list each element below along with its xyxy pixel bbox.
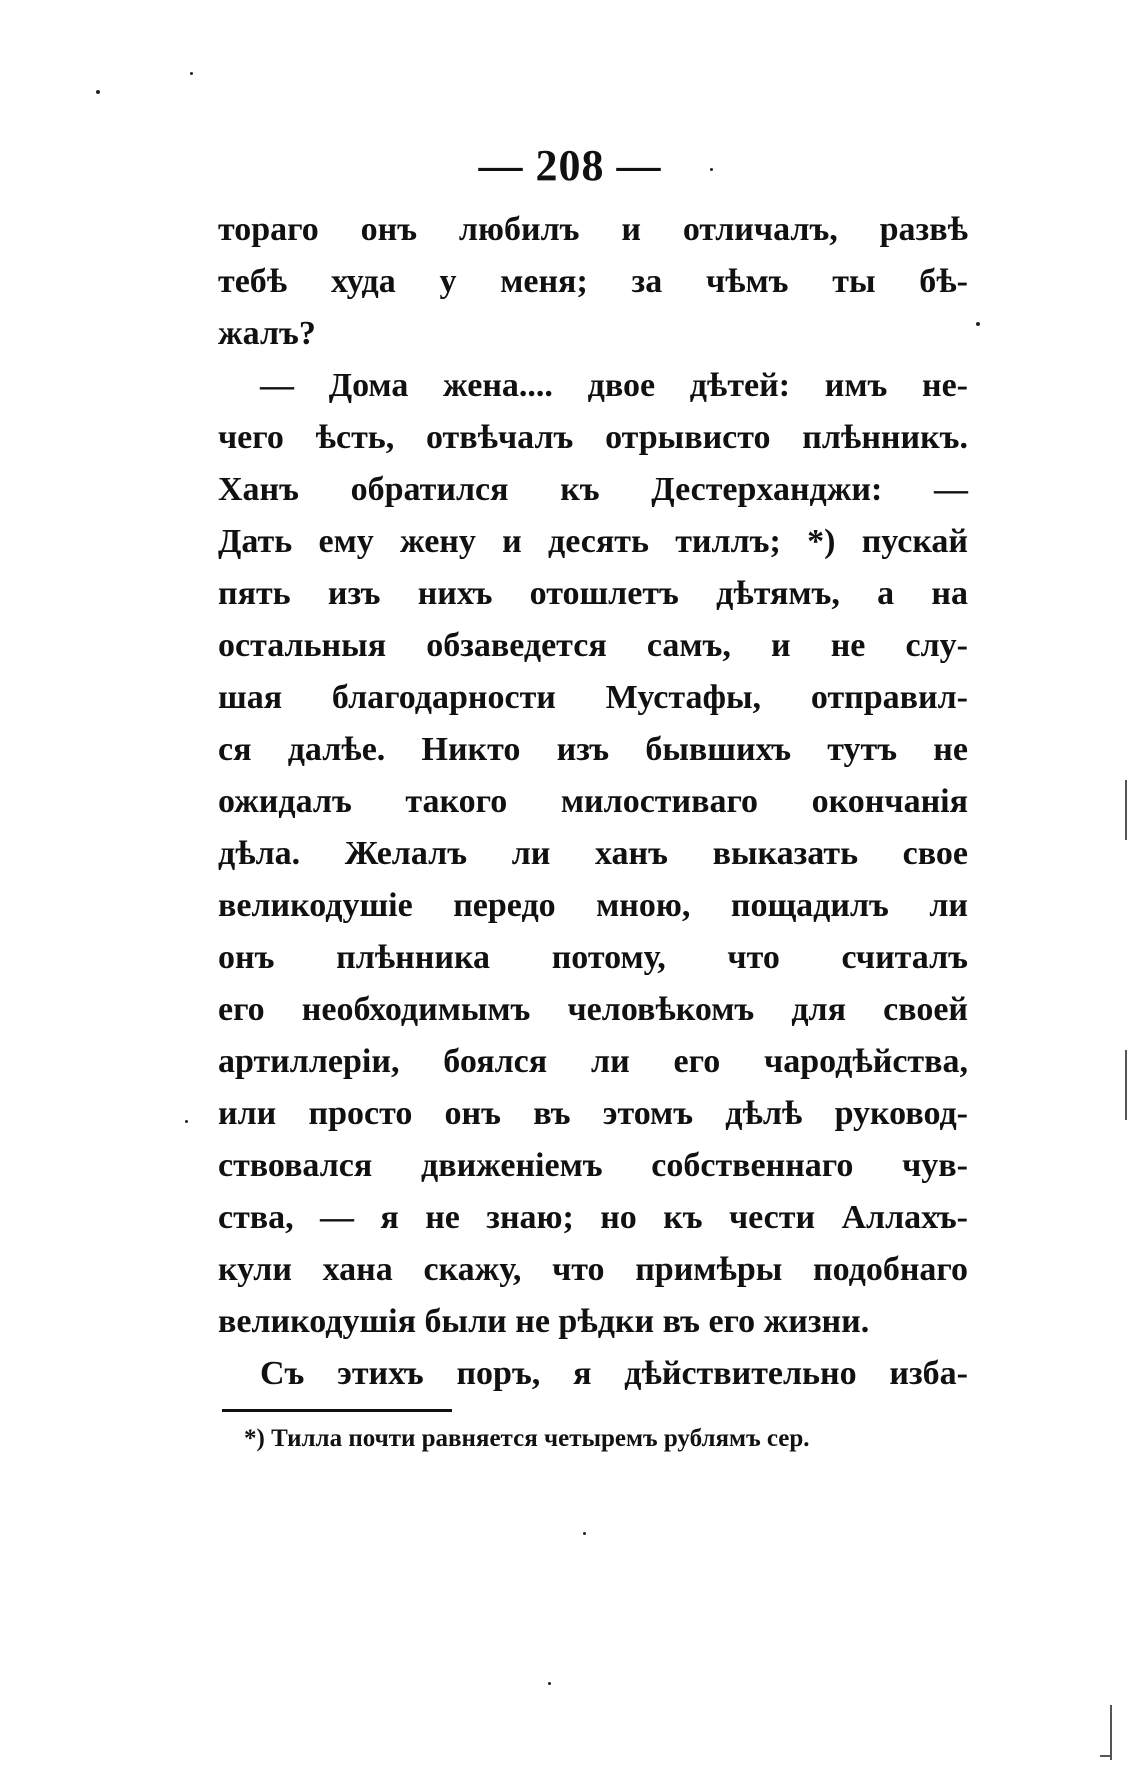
text-line: тораго онъ любилъ и отличалъ, развѣ — [218, 211, 968, 248]
text-line: пять изъ нихъ отошлетъ дѣтямъ, а на — [218, 575, 968, 612]
text-line: ства, — я не знаю; но къ чести Аллахъ- — [218, 1199, 968, 1236]
text-line: ся далѣе. Никто изъ бывшихъ тутъ не — [218, 731, 968, 768]
page-edge-mark — [1125, 780, 1127, 840]
page-edge-mark — [1125, 1050, 1127, 1120]
text-line: артиллеріи, боялся ли его чародѣйства, — [218, 1043, 968, 1080]
footnote: *) Тилла почти равняется четыремъ рублямъ сер. — [244, 1425, 810, 1452]
text-line: Съ этихъ поръ, я дѣйствительно изба- — [260, 1355, 968, 1392]
text-line: шая благодарности Мустафы, отправил- — [218, 679, 968, 716]
scan-speck — [583, 1532, 586, 1535]
text-line: Ханъ обратился къ Дестерханджи: — — [218, 471, 968, 508]
text-line: чего ѣсть, отвѣчалъ отрывисто плѣнникъ. — [218, 419, 968, 456]
text-line: кули хана скажу, что примѣры подобнаго — [218, 1251, 968, 1288]
footnote-rule — [222, 1409, 452, 1412]
text-line: великодушіе передо мною, пощадилъ ли — [218, 887, 968, 924]
page-edge-mark — [1110, 1705, 1112, 1760]
text-line: остальныя обзаведется самъ, и не слу- — [218, 627, 968, 664]
text-line: тебѣ худа у меня; за чѣмъ ты бѣ- — [218, 263, 968, 300]
text-line: его необходимымъ человѣкомъ для своей — [218, 991, 968, 1028]
scan-speck — [190, 72, 193, 75]
text-line: дѣла. Желалъ ли ханъ выказать свое — [218, 835, 968, 872]
page-edge-mark — [1100, 1755, 1112, 1757]
scan-speck — [710, 168, 713, 171]
text-line: онъ плѣнника потому, что считалъ — [218, 939, 968, 976]
text-line: ствовался движеніемъ собственнаго чув- — [218, 1147, 968, 1184]
text-line: Дать ему жену и десять тиллъ; *) пускай — [218, 523, 968, 560]
text-line: великодушія были не рѣдки въ его жизни. — [218, 1303, 870, 1340]
scan-speck — [976, 322, 980, 326]
page-number: — 208 — — [478, 141, 662, 190]
text-line: жалъ? — [218, 315, 316, 352]
scan-speck — [548, 1682, 551, 1685]
body-text — [218, 204, 968, 1400]
text-line: — Дома жена.... двое дѣтей: имъ не- — [260, 367, 968, 404]
text-line: ожидалъ такого милостиваго окончанія — [218, 783, 968, 820]
scan-speck — [96, 90, 100, 94]
scan-speck — [185, 1120, 188, 1123]
text-line: или просто онъ въ этомъ дѣлѣ руковод- — [218, 1095, 968, 1132]
